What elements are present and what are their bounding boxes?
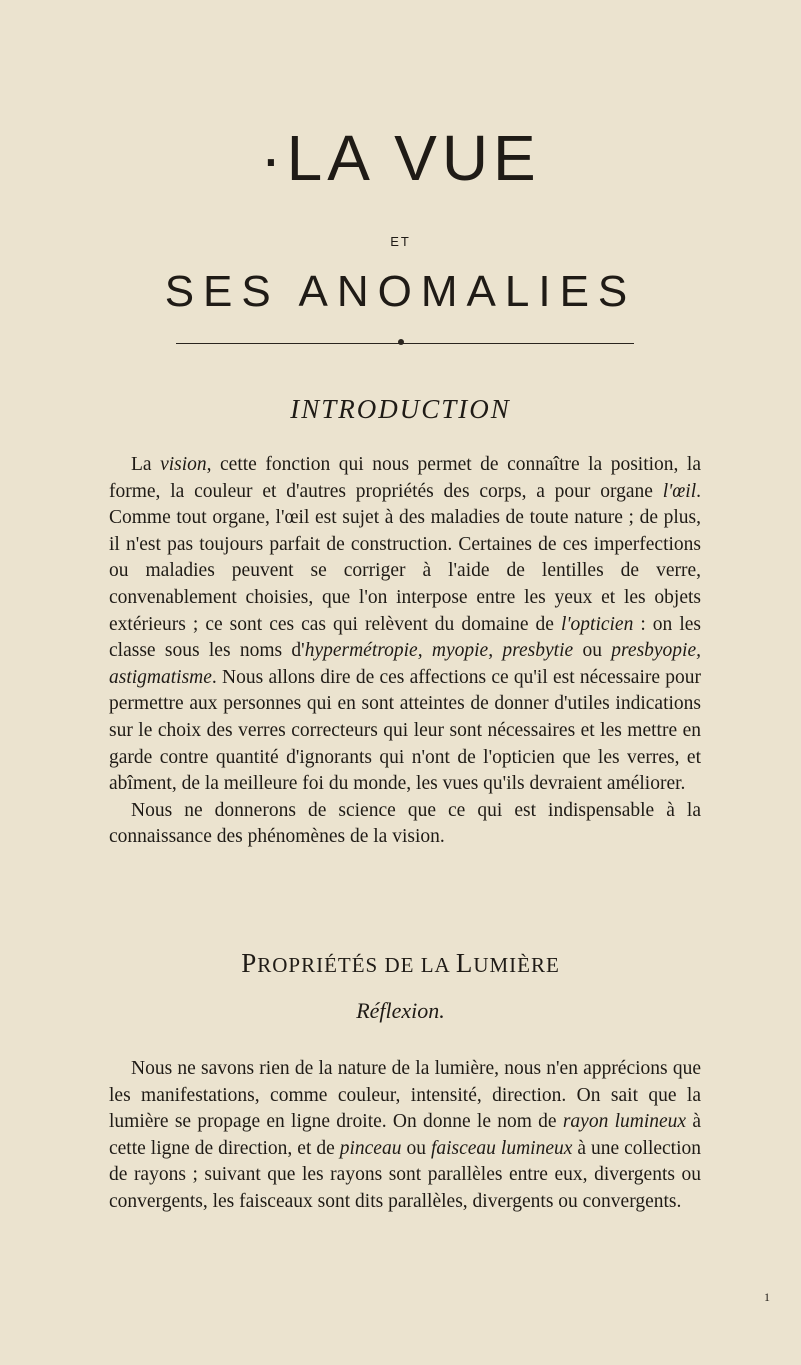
introduction-paragraph-1 [109, 452, 701, 798]
text-run: , cette fonction qui nous permet de connaître la position, la forme, la couleur et d'autres propriétés des corps, a pour organe [109, 454, 701, 502]
title-connector: ET [390, 234, 411, 249]
reflexion-subheading: Réflexion. [356, 998, 445, 1023]
heading-smallcaps: ROPRIÉTÉS DE LA [257, 953, 456, 977]
italic-term: pinceau [339, 1137, 402, 1159]
italic-term: l'œil [662, 480, 697, 502]
book-subtitle: SES ANOMALIES [164, 267, 637, 316]
text-run: : on les classe sous les noms d' [109, 613, 701, 662]
italic-term: presbyopie, astigmatisme [109, 640, 702, 688]
rule-ornament [398, 339, 404, 345]
title-rule [176, 343, 634, 344]
text-run: ou [573, 640, 612, 662]
book-title: ·LA VUE [260, 122, 541, 194]
introduction-heading: INTRODUCTION [290, 394, 511, 424]
heading-initial: L [455, 948, 474, 978]
introduction-body [109, 452, 701, 851]
italic-term: hypermétropie, myopie, presbytie [304, 640, 574, 662]
italic-term: faisceau lumineux [430, 1137, 573, 1159]
reflexion-body [109, 1056, 701, 1216]
page-number: 1 [764, 1290, 770, 1304]
heading-smallcaps: UMIÈRE [473, 953, 560, 977]
italic-term: l'opticien [560, 613, 634, 635]
reflexion-paragraph-1 [109, 1056, 701, 1216]
text-run: . Nous allons dire de ces affections ce qu'il est nécessaire pour permettre aux personnes qui en sont atteintes de donner d'utiles indications sur le choix des verres correcteurs qui leur sont nécessaires et les mettre en garde contre quantité d'ignorants qui n'ont de l'opticien que les verres, et abîment, de la meilleure foi du monde, les vues qu'ils devraient améliorer. [109, 666, 701, 795]
text-run: La [131, 454, 161, 475]
text-run: à une collection de rayons ; suivant que les rayons sont parallèles entre eux, divergents ou convergents, les faisceaux sont dits parallèles, divergents ou convergents. [109, 1137, 702, 1212]
text-run: Nous ne savons rien de la nature de la lumière, nous n'en apprécions que les manifestations, comme couleur, intensité, direction. On sait que la lumière se propage en ligne droite. On donne le nom de [109, 1058, 701, 1133]
properties-heading [0, 948, 801, 979]
introduction-paragraph-2: Nous ne donnerons de science que ce qui est indispensable à la connaissance des phénomènes de la vision. [109, 799, 701, 848]
text-run: ou [401, 1137, 431, 1159]
heading-initial: P [241, 948, 258, 978]
text-run: . Comme tout organe, l'œil est sujet à des maladies de toute nature ; de plus, il n'est pas toujours parfait de construction. Certaines de ces imperfections ou maladies peuvent se corriger à l'aide de lentilles de verre, convenablement choisies, que l'on interpose entre les yeux et les objets extérieurs ; ce sont ces cas qui relèvent du domaine de [109, 480, 701, 635]
text-run: à cette ligne de direction, et de [109, 1111, 701, 1159]
italic-term: rayon lumineux [562, 1111, 687, 1133]
italic-term: vision [160, 454, 207, 475]
